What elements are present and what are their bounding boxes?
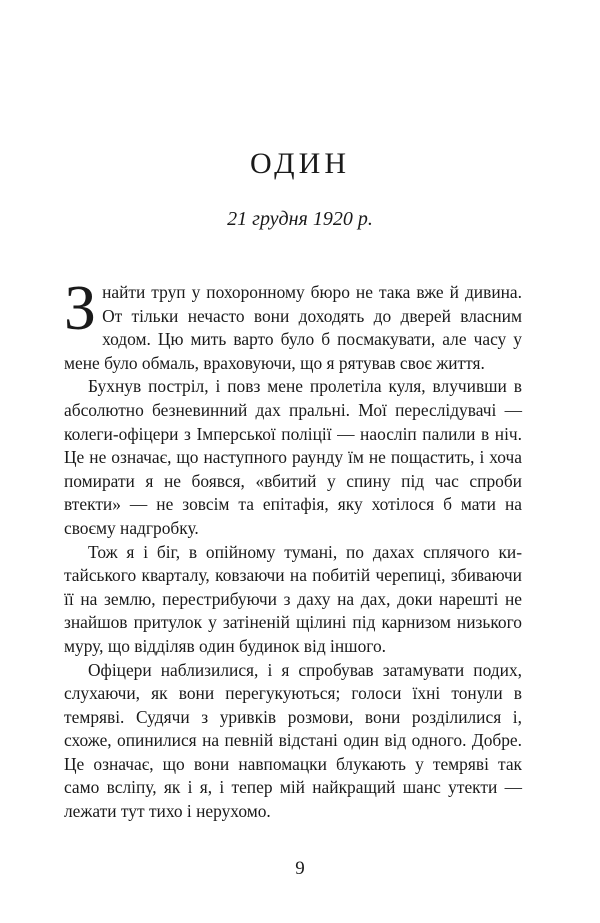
paragraph-2: Бухнув постріл, і повз мене пролетіла куля, влучивши в абсолютно безневинний дах пральні. Мої переслідувачі — колеги-офіцери з Імперської поліції — наосліп палили в ніч. Це не означає, що наступного раунду їм не пощастить, і хоча помирати я не боявся, «вбитий у спину під час спроби втекти» — не зовсім та епітафія, яку хотілося б мати на своєму надгробку. <box>64 376 522 538</box>
page-number: 9 <box>295 858 305 879</box>
body-text <box>64 272 522 824</box>
paragraph-4: Офіцери наблизилися, і я спробував затамувати подих, слухаючи, як вони перегукуються; голоси їхні тонули в темряві. Судячи з уривків розмови, вони розділилися і, схоже, опинилися на певній відстані один від одного. Добре. Це означає, що вони навпомацки блукають у темряві так само всліпу, як і я, і тепер мій найкращий шанс утекти — лежати тут тихо і нерухомо. <box>64 659 522 822</box>
paragraph-3: Тож я і біг, в опійному тумані, по дахах сплячого китайського кварталу, ковзаючи на побитій черепиці, збиваючи її на землю, перестрибуючи з даху на дах, доки нарешті не знайшов притулок у затіненій щілині під карнизом низького муру, що відділяв один будинок від іншого. <box>64 541 522 656</box>
paragraph-1-text: найти труп у похоронному бюро не така вже й дивина. От тільки нечасто вони доходять до дверей власним ходом. Цю мить варто було б посмакувати, але часу у мене було обмаль, враховуючи, що я рятував своє життя. <box>64 282 522 373</box>
drop-cap: З <box>64 272 97 343</box>
paragraph-1 <box>64 272 522 375</box>
chapter-title: ОДИН <box>250 147 350 180</box>
chapter-date: 21 грудня 1920 р. <box>227 208 373 230</box>
